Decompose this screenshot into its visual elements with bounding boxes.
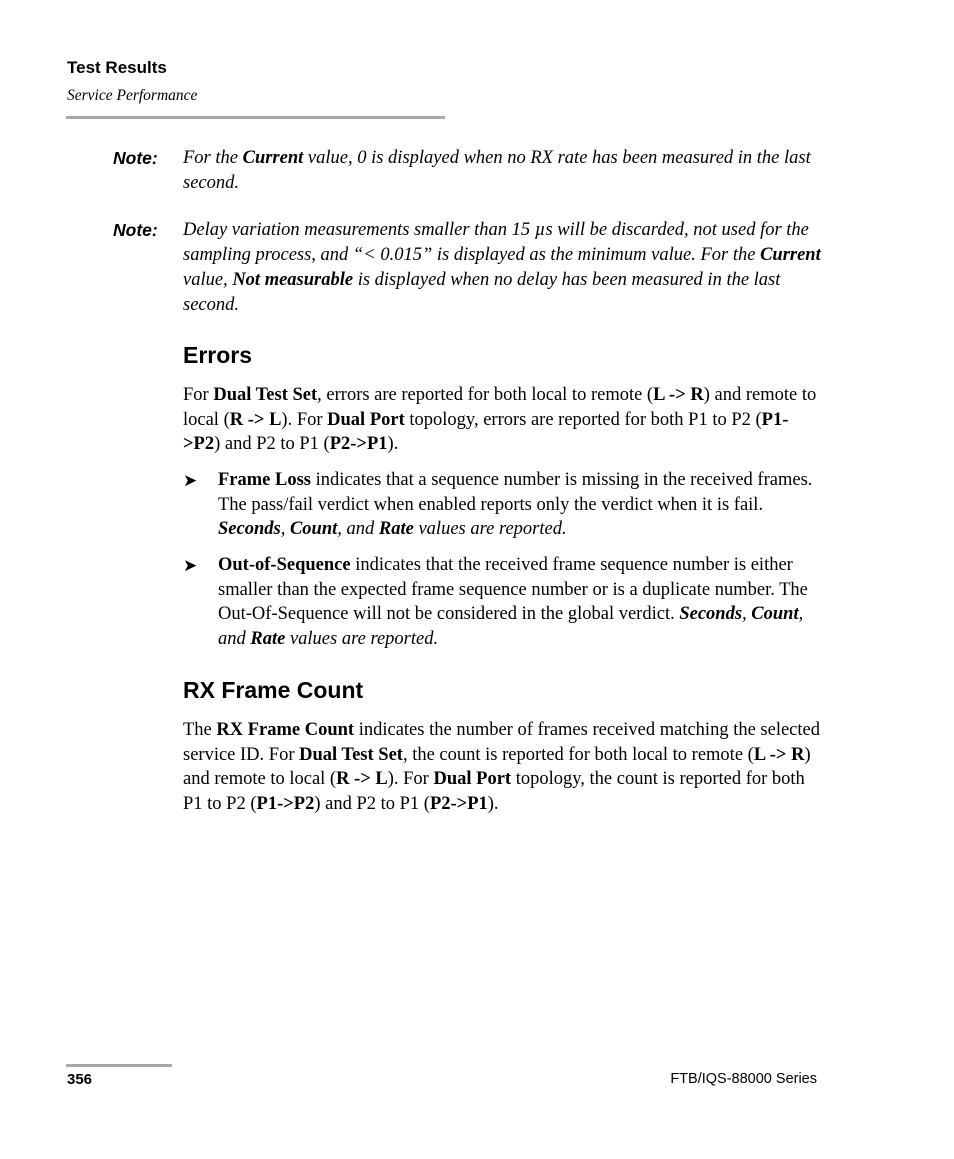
note-delay-variation bbox=[113, 218, 823, 318]
running-header-subtitle: Service Performance bbox=[67, 87, 198, 104]
term-frame-loss: Frame Loss bbox=[218, 470, 311, 490]
product-series: FTB/IQS-88000 Series bbox=[670, 1071, 817, 1087]
bullet-arrow-icon: ➤ bbox=[183, 556, 198, 575]
rx-frame-count-heading: RX Frame Count bbox=[183, 677, 364, 703]
bullet-frame-loss bbox=[183, 468, 823, 542]
running-header-title: Test Results bbox=[67, 58, 167, 77]
term-not-measurable: Not measurable bbox=[232, 270, 354, 290]
term-current: Current bbox=[760, 245, 821, 265]
note-text: Delay variation measurements smaller than 15 µs will be discarded, not used for the sampling process, and “< 0.015” is displayed as the minimum value. For the Current value, Not measurable is displayed when no delay has been measured in the last second. bbox=[183, 220, 821, 315]
rx-frame-count-paragraph: The RX Frame Count indicates the number of frames received matching the selected service ID. For Dual Test Set, the count is reported for both local to remote (L -> R) and remote to local (R -> L). For Dual Port topology, the count is reported for both P1 to P2 (P1->P2) and P2 to P1 (P2->P1). bbox=[183, 720, 820, 815]
errors-paragraph: For Dual Test Set, errors are reported for both local to remote (L -> R) and remote to local (R -> L). For Dual Port topology, errors are reported for both P1 to P2 (P1->P2) and P2 to P1 (P2->P1). bbox=[183, 385, 817, 455]
errors-heading: Errors bbox=[183, 342, 253, 368]
note-label: Note: bbox=[113, 148, 158, 168]
bullet-out-of-sequence bbox=[183, 553, 823, 652]
bullet-text: Out-of-Sequence indicates that the received frame sequence number is either smaller than the expected frame sequence number or is a duplicate number. The Out-Of-Sequence will not be considered in the global verdict. Seconds, Count, and Rate values are reported. bbox=[218, 555, 808, 650]
term-current: Current bbox=[242, 148, 304, 168]
note-text: For the Current value, 0 is displayed when no RX rate has been measured in the last second. bbox=[183, 148, 811, 193]
header-rule bbox=[66, 116, 445, 119]
note-label: Note: bbox=[113, 220, 158, 240]
bullet-arrow-icon: ➤ bbox=[183, 471, 198, 490]
note-current-rx-rate bbox=[113, 146, 823, 196]
bullet-text: Frame Loss indicates that a sequence number is missing in the received frames. The pass/fail verdict when enabled reports only the verdict when it is fail. Seconds, Count, and Rate values are reported. bbox=[218, 470, 813, 540]
term-out-of-sequence: Out-of-Sequence bbox=[218, 555, 351, 575]
page-number: 356 bbox=[67, 1071, 93, 1088]
footer-rule bbox=[66, 1064, 172, 1067]
